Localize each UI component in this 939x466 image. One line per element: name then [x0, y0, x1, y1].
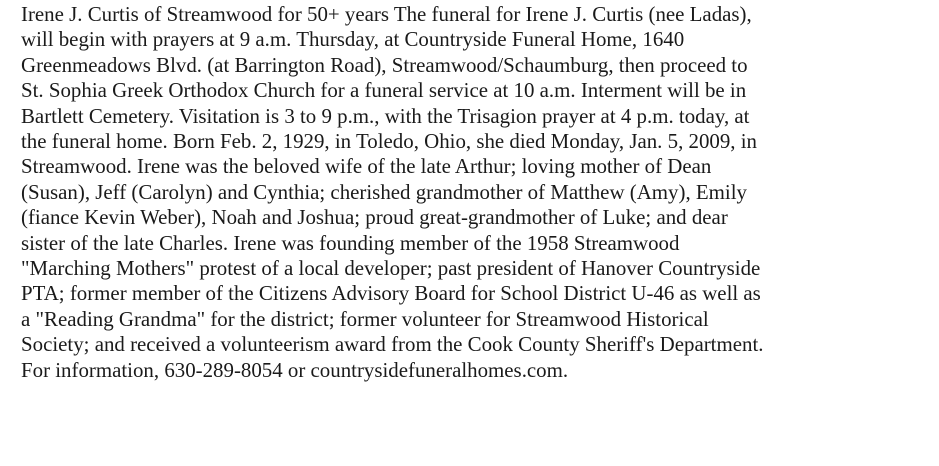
text-line: "Marching Mothers" protest of a local developer; past president of Hanover Countryside: [21, 256, 761, 281]
text-line: Bartlett Cemetery. Visitation is 3 to 9 p.m., with the Trisagion prayer at 4 p.m. today, at: [21, 103, 750, 128]
text-line: (Susan), Jeff (Carolyn) and Cynthia; cherished grandmother of Matthew (Amy), Emily: [21, 179, 747, 204]
obituary-text: [21, 2, 936, 383]
text-line: will begin with prayers at 9 a.m. Thursday, at Countryside Funeral Home, 1640: [21, 27, 685, 52]
text-line: Society; and received a volunteerism award from the Cook County Sheriff's Department.: [21, 332, 764, 357]
text-line: Streamwood. Irene was the beloved wife of the late Arthur; loving mother of Dean: [21, 154, 712, 179]
text-line: sister of the late Charles. Irene was founding member of the 1958 Streamwood: [21, 230, 680, 255]
text-line: the funeral home. Born Feb. 2, 1929, in Toledo, Ohio, she died Monday, Jan. 5, 2009, in: [21, 129, 757, 154]
text-line: Irene J. Curtis of Streamwood for 50+ years The funeral for Irene J. Curtis (nee Ladas),: [21, 2, 752, 26]
text-line: a "Reading Grandma" for the district; former volunteer for Streamwood Historical: [21, 306, 709, 331]
text-line: Greenmeadows Blvd. (at Barrington Road), Streamwood/Schaumburg, then proceed to: [21, 52, 748, 77]
text-line: (fiance Kevin Weber), Noah and Joshua; proud great-grandmother of Luke; and dear: [21, 205, 728, 230]
text-line: PTA; former member of the Citizens Advisory Board for School District U-46 as well as: [21, 281, 761, 306]
text-line: St. Sophia Greek Orthodox Church for a funeral service at 10 a.m. Interment will be in: [21, 78, 747, 103]
text-line: For information, 630-289-8054 or countrysidefuneralhomes.com.: [21, 357, 569, 382]
